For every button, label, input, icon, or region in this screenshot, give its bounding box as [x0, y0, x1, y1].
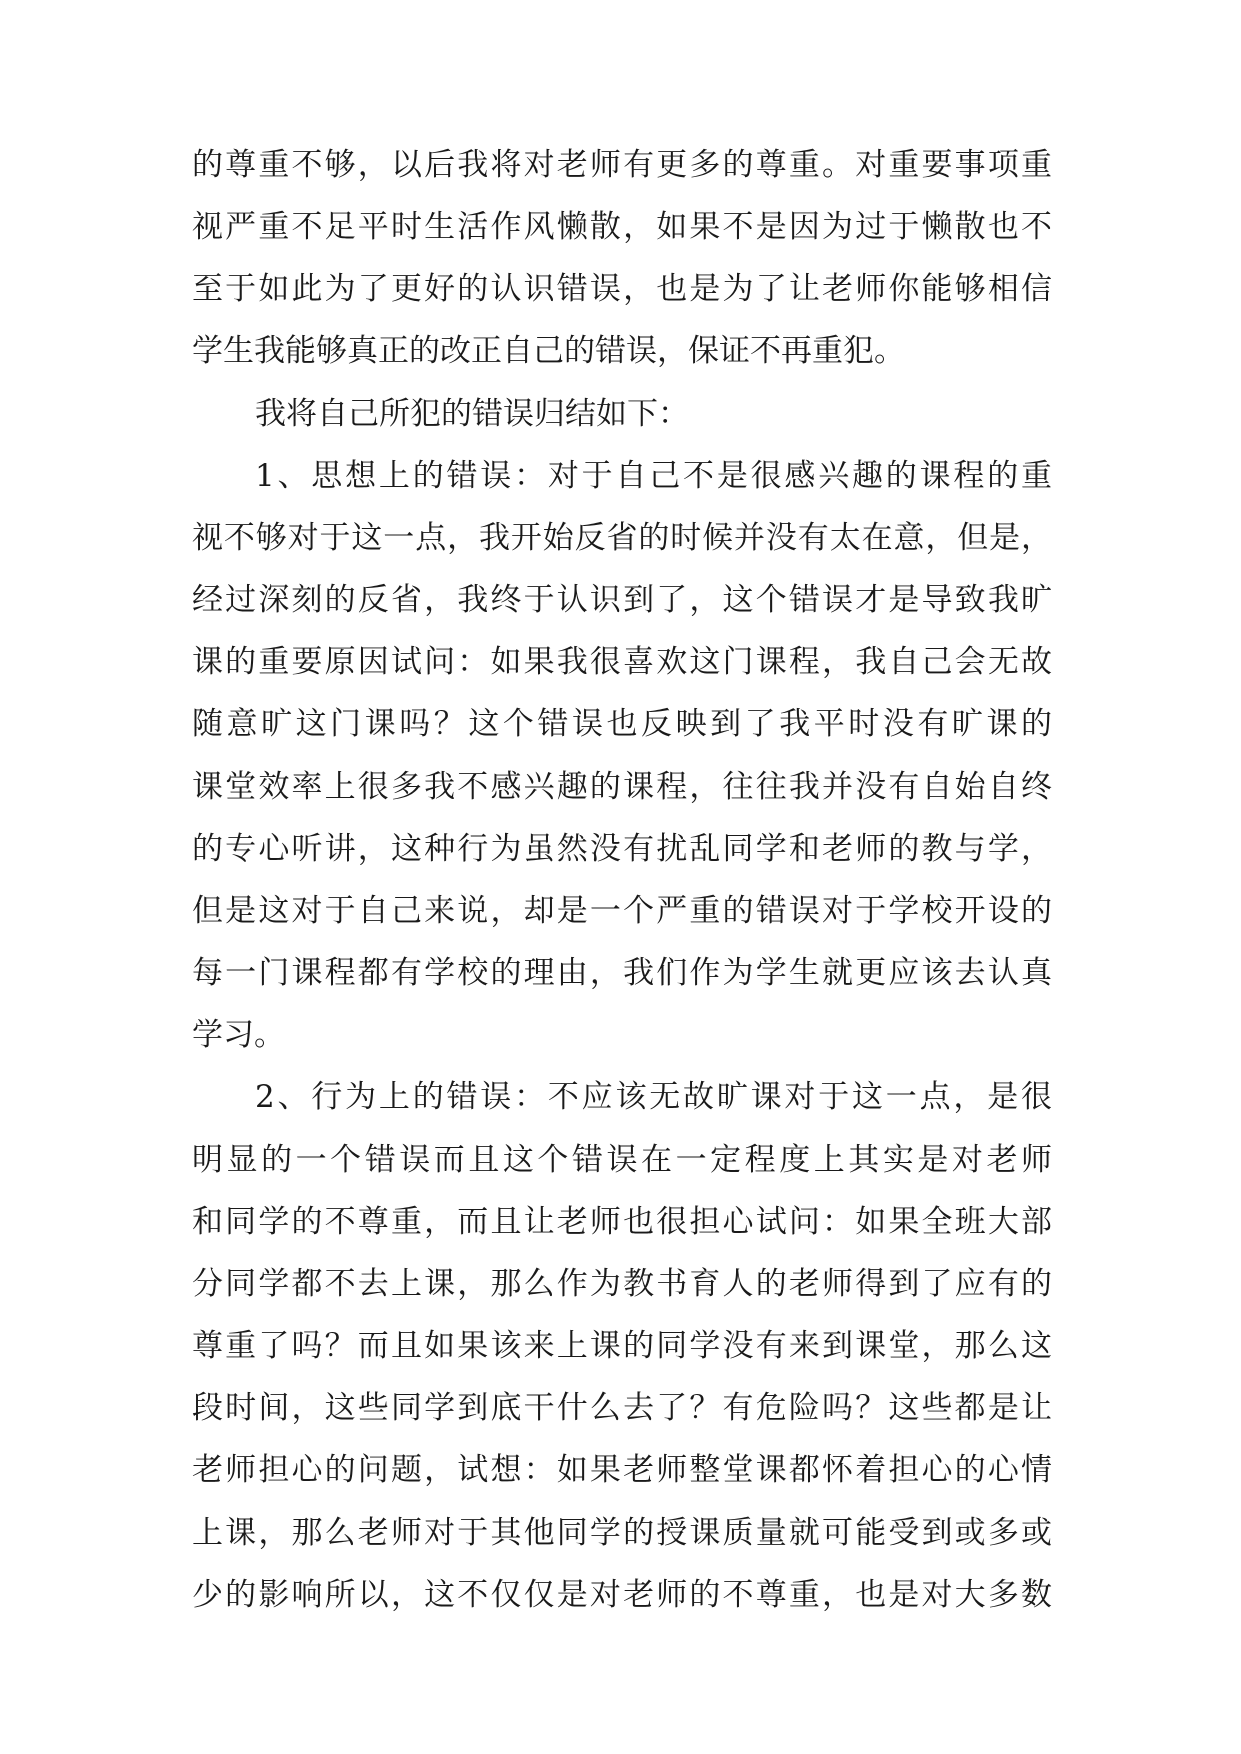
text-line: 的专心听讲，这种行为虽然没有扰乱同学和老师的教与学，: [192, 831, 1052, 867]
text-line: 老师担心的问题，试想：如果老师整堂课都怀着担心的心情: [192, 1452, 1052, 1488]
text-line: 课堂效率上很多我不感兴趣的课程，往往我并没有自始自终: [192, 769, 1052, 805]
text-line: 段时间，这些同学到底干什么去了？有危险吗？这些都是让: [192, 1390, 1052, 1426]
text-line: 的尊重不够，以后我将对老师有更多的尊重。对重要事项重: [192, 147, 1052, 183]
text-line: 分同学都不去上课，那么作为教书育人的老师得到了应有的: [192, 1266, 1052, 1302]
text-line: 每一门课程都有学校的理由，我们作为学生就更应该去认真: [192, 955, 1052, 991]
text-line: 学生我能够真正的改正自己的错误，保证不再重犯。: [192, 333, 905, 369]
text-line: 尊重了吗？而且如果该来上课的同学没有来到课堂，那么这: [192, 1328, 1052, 1364]
text-line: 和同学的不尊重，而且让老师也很担心试问：如果全班大部: [192, 1204, 1052, 1240]
text-line: 随意旷这门课吗？这个错误也反映到了我平时没有旷课的: [192, 706, 1052, 742]
text-line: 上课，那么老师对于其他同学的授课质量就可能受到或多或: [192, 1515, 1052, 1551]
text-line: 视不够对于这一点，我开始反省的时候并没有太在意，但是，: [192, 520, 1052, 556]
text-line: 但是这对于自己来说，却是一个严重的错误对于学校开设的: [192, 893, 1052, 929]
text-line: 我将自己所犯的错误归结如下：: [255, 396, 689, 432]
text-line: 至于如此为了更好的认识错误，也是为了让老师你能够相信: [192, 271, 1052, 307]
text-line: 少的影响所以，这不仅仅是对老师的不尊重，也是对大多数: [192, 1577, 1052, 1613]
text-line: 2、行为上的错误：不应该无故旷课对于这一点，是很: [255, 1079, 1052, 1115]
text-line: 视严重不足平时生活作风懒散，如果不是因为过于懒散也不: [192, 209, 1052, 245]
text-line: 1、思想上的错误：对于自己不是很感兴趣的课程的重: [255, 458, 1052, 494]
text-line: 明显的一个错误而且这个错误在一定程度上其实是对老师: [192, 1142, 1052, 1178]
text-line: 经过深刻的反省，我终于认识到了，这个错误才是导致我旷: [192, 582, 1052, 618]
text-line: 学习。: [192, 1017, 285, 1053]
text-line: 课的重要原因试问：如果我很喜欢这门课程，我自己会无故: [192, 644, 1052, 680]
